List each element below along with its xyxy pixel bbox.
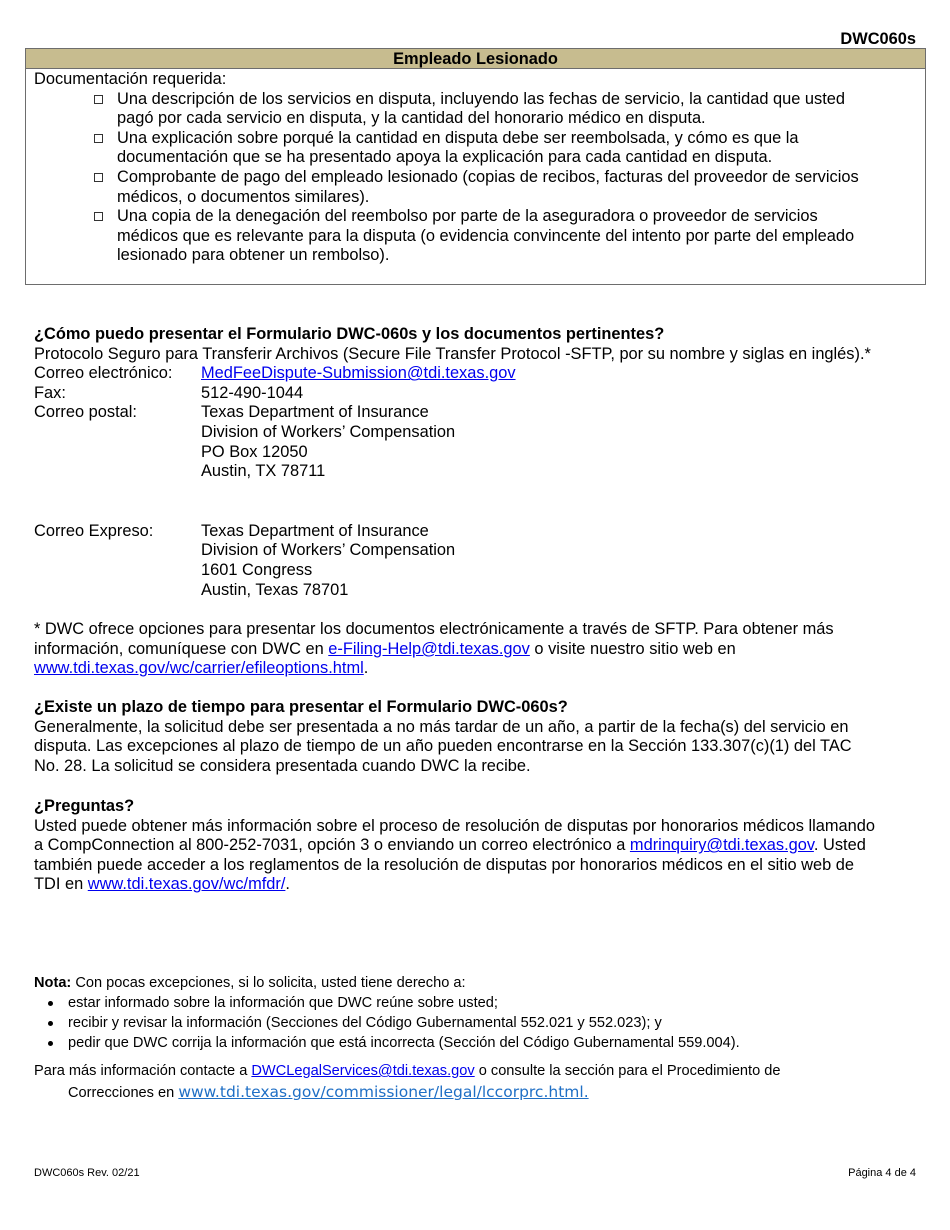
deadline-heading: ¿Existe un plazo de tiempo para presentar el Formulario DWC-060s? [34, 698, 568, 716]
efiling-email-link[interactable]: e-Filing-Help@tdi.texas.gov [328, 639, 530, 658]
legal-services-email-link[interactable]: DWCLegalServices@tdi.texas.gov [251, 1063, 475, 1079]
list-item: Una copia de la denegación del reembolso por parte de la aseguradora o proveedor de servicios médicos que es relevante para la disputa (o evidencia convincente del intento por parte del empleado lesionado para obtener un rembolso). [92, 207, 895, 266]
fax-label: Fax: [34, 383, 66, 402]
list-item: Una explicación sobre porqué la cantidad en disputa debe ser reembolsada, y cómo es que la documentación que se ha presentado apoya la explicación para cada cantidad en disputa. [92, 129, 895, 168]
checkbox-icon [94, 212, 103, 221]
injured-employee-box [25, 48, 926, 285]
mdrinquiry-email-link[interactable]: mdrinquiry@tdi.texas.gov [629, 836, 814, 855]
email-row [34, 364, 918, 384]
footer-page-number: Página 4 de 4 [848, 1167, 916, 1179]
fax-value: 512-490-1044 [201, 383, 304, 402]
list-item: recibir y revisar la información (Secciones del Código Gubernamental 552.021 y 552.023); y [34, 1013, 918, 1033]
box-title: Empleado Lesionado [26, 49, 925, 69]
rights-list [34, 993, 918, 1053]
form-id: DWC060s [840, 30, 916, 48]
submit-heading: ¿Cómo puedo presentar el Formulario DWC-060s y los documentos pertinentes? [34, 325, 665, 343]
list-item: Comprobante de pago del empleado lesionado (copias de recibos, facturas del proveedor de servicios médicos, o documentos similares). [92, 168, 895, 207]
postal-address: Texas Department of Insurance Division of Workers’ Compensation PO Box 12050 Austin, TX 78711 [201, 403, 456, 481]
list-item: estar informado sobre la información que DWC reúne sobre usted; [34, 993, 918, 1013]
list-item: Una descripción de los servicios en disputa, incluyendo las fechas de servicio, la cantidad que usted pagó por cada servicio en disputa, y la cantidad del honorario médico en disputa. [92, 90, 895, 129]
express-label: Correo Expreso: [34, 521, 154, 540]
questions-heading: ¿Preguntas? [34, 797, 135, 815]
email-label: Correo electrónico: [34, 364, 173, 383]
note-label: Nota: [34, 975, 72, 991]
box-intro: Documentación requerida: [34, 70, 227, 88]
bullet-icon [48, 1021, 53, 1026]
email-link[interactable]: MedFeeDispute-Submission@tdi.texas.gov [201, 364, 516, 383]
fax-row [34, 384, 918, 404]
postal-label: Correo postal: [34, 403, 137, 422]
note-section: Nota: Con pocas excepciones, si lo solicita, usted tiene derecho a: estar informado sobre la información que DWC reúne sobre usted; recibir y revisar la información (Secciones del Código Gubernamental 552.021 y 552.023); y pedir que DWC corrija la información que está incorrecta (Sección del Código Gubernamental 559.004). Para más información contacte a DWCLegalServices@tdi.texas.gov o consulte la sección para el Procedimiento de Correcciones en www.tdi.texas.gov/commissioner/legal/lccorprc.html. [34, 973, 918, 1104]
efile-options-link[interactable]: www.tdi.texas.gov/wc/carrier/efileoptions.html [34, 659, 364, 678]
express-row [34, 522, 918, 600]
sftp-text: Protocolo Seguro para Transferir Archivos (Secure File Transfer Protocol -SFTP, por su nombre y siglas en inglés).* [34, 344, 871, 363]
questions-section: ¿Preguntas? Usted puede obtener más información sobre el proceso de resolución de disputas por honorarios médicos llamando a CompConnection al 800-252-7031, opción 3 o enviando un correo electrónico a mdrinquiry@tdi.texas.gov. Usted también puede acceder a los reglamentos de la resolución de disputas por honorarios médicos en el sitio web de TDI en www.tdi.texas.gov/wc/mfdr/. [34, 797, 918, 895]
checkbox-icon [94, 134, 103, 143]
required-docs-list [92, 90, 895, 266]
checkbox-icon [94, 95, 103, 104]
footer-revision: DWC060s Rev. 02/21 [34, 1167, 140, 1179]
list-item: pedir que DWC corrija la información que está incorrecta (Sección del Código Gubernamental 559.004). [34, 1033, 918, 1053]
submit-section [34, 325, 918, 679]
express-address: Texas Department of Insurance Division of Workers’ Compensation 1601 Congress Austin, Texas 78701 [201, 521, 456, 599]
checkbox-icon [94, 173, 103, 182]
bullet-icon [48, 1041, 53, 1046]
deadline-section: ¿Existe un plazo de tiempo para presentar el Formulario DWC-060s? Generalmente, la solicitud debe ser presentada a no más tardar de un año, a partir de la fecha(s) del servicio en disputa. Las excepciones al plazo de tiempo de un año pueden encontrarse en la Sección 133.307(c)(1) del TAC No. 28. La solicitud se considera presentada cuando DWC la recibe. [34, 698, 918, 776]
bullet-icon [48, 1001, 53, 1006]
sftp-footnote: * DWC ofrece opciones para presentar los documentos electrónicamente a través de SFTP. Para obtener más información, comuníquese con DWC en e-Filing-Help@tdi.texas.gov o visite nuestro sitio web en www.tdi.texas.gov/wc/carrier/efileoptions.html. [34, 620, 834, 678]
mfdr-link[interactable]: www.tdi.texas.gov/wc/mfdr/ [87, 875, 286, 894]
postal-row [34, 403, 918, 481]
corrections-link[interactable]: www.tdi.texas.gov/commissioner/legal/lccorprc.html. [178, 1083, 589, 1101]
